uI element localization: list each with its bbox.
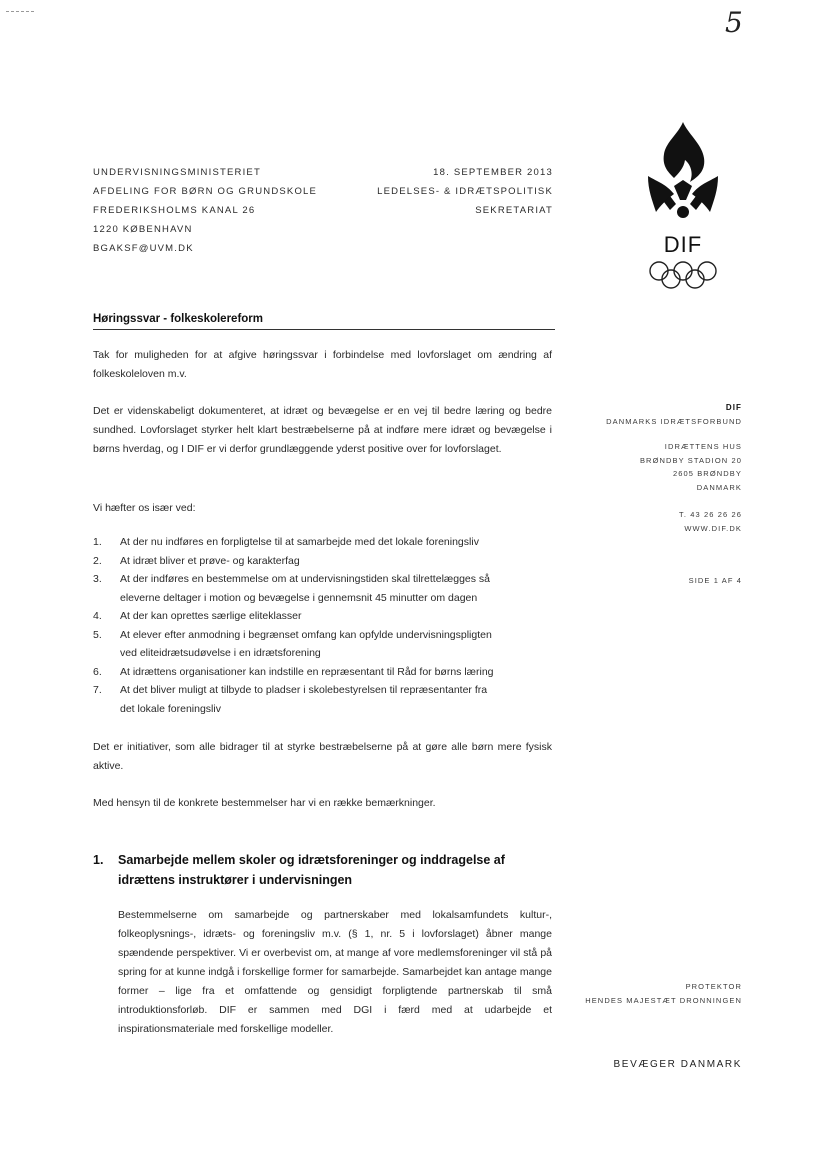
subject-heading	[93, 309, 555, 330]
list-item-text-cont: ved eliteidrætsudøvelse i en idrætsforening	[120, 647, 321, 659]
logo-text: DIF	[663, 232, 703, 257]
numbered-list	[93, 533, 563, 718]
list-item	[93, 681, 563, 718]
list-item-number: 7.	[93, 684, 102, 696]
date-department-block	[377, 163, 553, 220]
department-line: LEDELSES- & IDRÆTSPOLITISK	[377, 186, 553, 197]
recipient-line: 1220 KØBENHAVN	[93, 224, 193, 235]
section-heading	[93, 850, 563, 890]
list-item	[93, 533, 563, 552]
slogan: BEVÆGER DANMARK	[613, 1059, 742, 1070]
sidebar-org-name: DIF	[725, 403, 742, 412]
sidebar-address-line: DANMARK	[696, 482, 742, 492]
list-item	[93, 663, 563, 682]
intro-paragraph: Tak for muligheden for at afgive høringssvar i forbindelse med lovforslaget om ændring af folkeskoleloven m.v.	[93, 349, 552, 380]
olympic-rings-icon	[644, 258, 722, 292]
protector-name: HENDES MAJESTÆT DRONNINGEN	[585, 995, 742, 1005]
body-paragraph: Det er initiativer, som alle bidrager til at styrke bestræbelserne på at gøre alle børn mere fysisk aktive.	[93, 741, 552, 772]
list-item-text: At der nu indføres en forpligtelse til at samarbejde med det lokale foreningsliv	[120, 536, 479, 548]
section-number: 1.	[93, 853, 104, 867]
section-title: Samarbejde mellem skoler og idrætsforeninger og inddragelse af	[118, 853, 505, 867]
section-paragraph: Bestemmelserne om samarbejde og partnerskaber med lokalsamfundets kultur-, folkeoplysnings-, idræts- og foreningsliv m.v. (§ 1, nr. 5 i lovforslaget) åbner mange spændende perspektiver. Vi er overbevist om, at mange af vore medlemsforeninger vil stå på spring for at kunne indgå i forskellige former for samarbejde. Samarbejdet kan antage mange former – lige fra et omfattende og gensidigt forpligtende partnerskab til små introduktionsforløb. DIF er sammen med DGI i færd med at udarbejde et inspirationsmateriale med forskellige modeller.	[118, 909, 552, 1035]
list-item-text: At der indføres en bestemmelse om at undervisningstiden skal tilrettelægges så	[120, 573, 491, 585]
page-marker: 5	[725, 6, 743, 39]
list-item-text: At der kan oprettes særlige eliteklasser	[120, 610, 302, 622]
list-item-text: At idrættens organisationer kan indstille en repræsentant til Råd for børns læring	[120, 665, 494, 678]
sidebar-org-full: DANMARKS IDRÆTSFORBUND	[606, 416, 742, 426]
list-item	[93, 570, 563, 607]
recipient-address	[93, 163, 317, 258]
list-item	[93, 552, 563, 571]
sidebar-phone: T. 43 26 26 26	[679, 510, 742, 519]
flame-emblem-icon	[644, 120, 722, 225]
letter-date: 18. SEPTEMBER 2013	[433, 167, 553, 178]
list-item-text: At elever efter anmodning i begrænset omfang kan opfylde undervisningspligten	[120, 628, 492, 641]
sidebar-web: WWW.DIF.DK	[684, 523, 742, 533]
list-item-text-cont: det lokale foreningsliv	[120, 702, 221, 715]
sidebar-address-line: 2605 BRØNDBY	[672, 469, 742, 478]
sidebar-contact	[542, 508, 742, 535]
list-item-number: 4.	[93, 610, 102, 622]
dif-logo	[644, 120, 722, 290]
recipient-line: FREDERIKSHOLMS KANAL 26	[93, 205, 256, 216]
list-item-number: 3.	[93, 573, 102, 585]
list-item-text-cont: eleverne deltager i motion og bevægelse i gennemsnit 45 minutter om dagen	[120, 591, 478, 604]
protector-label: PROTEKTOR	[685, 982, 742, 991]
list-item-text: At idræt bliver et prøve- og karakterfag	[120, 554, 300, 567]
list-item-number: 2.	[93, 554, 102, 567]
recipient-line: UNDERVISNINGSMINISTERIET	[93, 167, 261, 178]
sidebar-address	[542, 440, 742, 494]
list-item-number: 5.	[93, 628, 102, 641]
sidebar-page-number: SIDE 1 AF 4	[688, 576, 742, 585]
department-line: SEKRETARIAT	[475, 205, 553, 216]
subject-text: Høringssvar - folkeskolereform	[93, 313, 264, 325]
sidebar-protector	[522, 980, 742, 1007]
list-item	[93, 607, 563, 626]
sidebar-org-info	[542, 401, 742, 428]
list-item	[93, 626, 563, 663]
list-item-text: At det bliver muligt at tilbyde to pladser i skolebestyrelsen til repræsentanter fra	[120, 684, 488, 696]
list-item-number: 6.	[93, 665, 102, 678]
recipient-line: AFDELING FOR BØRN OG GRUNDSKOLE	[93, 186, 318, 197]
list-intro: Vi hæfter os især ved:	[93, 502, 196, 514]
sidebar-address-line: IDRÆTTENS HUS	[664, 442, 742, 451]
body-paragraph: Med hensyn til de konkrete bestemmelser har vi en række bemærkninger.	[93, 797, 436, 809]
sidebar-address-line: BRØNDBY STADION 20	[639, 455, 742, 465]
recipient-email: BGAKSF@UVM.DK	[93, 243, 194, 254]
body-paragraph: Det er videnskabeligt dokumenteret, at idræt og bevægelse er en vej til bedre læring og bedre sundhed. Lovforslaget styrker helt klart bestræbelserne på at indføre mere idræt og bevægelse i børns hverdag, og I DIF er vi derfor grundlæggende yderst positive over for lovforslaget.	[93, 405, 552, 455]
list-item-number: 1.	[93, 536, 102, 548]
scan-mark	[6, 11, 34, 12]
section-title-cont: idrættens instruktører i undervisningen	[118, 873, 353, 887]
